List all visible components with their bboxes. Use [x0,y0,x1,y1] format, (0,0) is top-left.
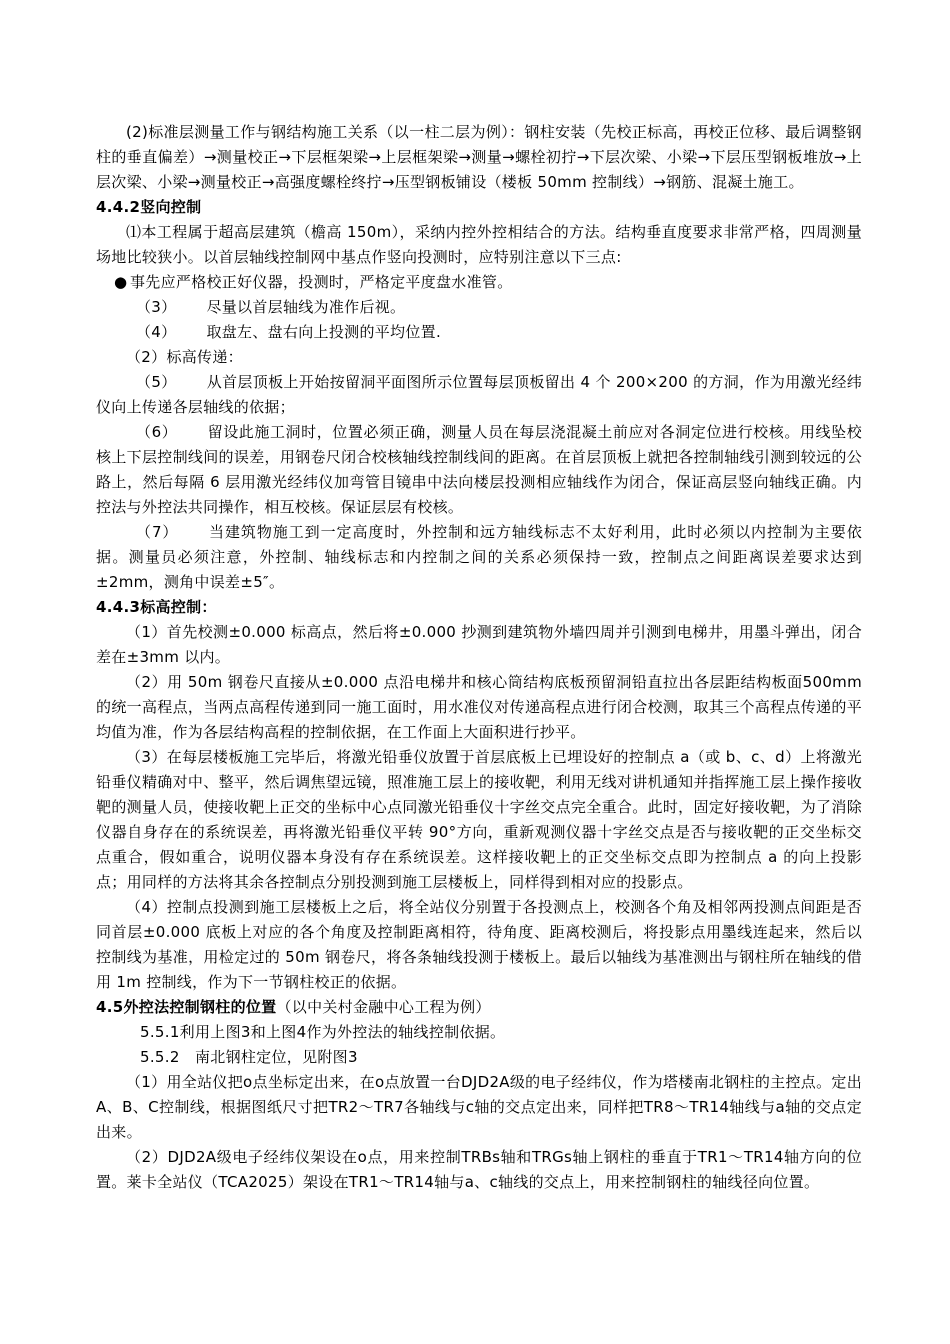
paragraph-elevation-transfer: （2）标高传递： [126,348,243,366]
item-text: 取盘左、盘右向上投测的平均位置. [206,323,442,341]
heading-4-5 [96,995,862,1020]
item-number: （6） [136,423,178,441]
bullet-icon: ● [114,273,128,291]
heading-4-5-subtitle: （以中关村金融中心工程为例） [276,998,491,1016]
paragraph-vertical-control: ⑴本工程属于超高层建筑（檐高 150m），采纳内控外控相结合的方法。结构垂直度要求非常严格，四周测量场地比较狭小。以首层轴线控制网中基点作竖向投测时，应特别注意以下三点: [96,223,862,266]
paragraph-elevation-4: （4）控制点投测到施工层楼板上之后，将全站仪分别置于各投测点上，校测各个角及相邻两投测点间距是否同首层±0.000 底板上对应的各个角度及控制距离相符，待角度、距离校测后，将投影点用墨线连起来，然后以控制线为基准，用检定过的 50m 钢卷尺，将各条轴线投测于楼板上。最后以轴线为基准测出与钢柱所在轴线的借用 1m 控制线，作为下一节钢柱校正的依据。 [96,898,862,991]
paragraph-elevation-3: （3）在每层楼板施工完毕后，将激光铅垂仪放置于首层底板上已埋设好的控制点 a（或 b、c、d）上将激光铅垂仪精确对中、整平，然后调焦望远镜，照准施工层上的接收靶，利用无线对讲机通知并指挥施工层上操作接收靶的测量人员，使接收靶上正交的坐标中心点同激光铅垂仪十字丝交点完全重合。此时，固定好接收靶，为了消除仪器自身存在的系统误差，再将激光铅垂仪平转 90°方向，重新观测仪器十字丝交点是否与接收靶的正交坐标交点重合，假如重合，说明仪器本身没有存在系统误差。这样接收靶上的正交坐标交点即为控制点 a 的向上投影点；用同样的方法将其余各控制点分别投测到施工层楼板上，同样得到相对应的投影点。 [96,748,862,891]
item-text: 当建筑物施工到一定高度时，外控制和远方轴线标志不太好利用，此时必须以内控制为主要依据。测量员必须注意，外控制、轴线标志和内控制之间的关系必须保持一致，控制点之间距离误差要求达到±2mm，测角中误差±5″。 [96,523,862,591]
numbered-item-3 [96,295,862,320]
numbered-item-7 [96,520,862,595]
paragraph-column-1: （1）用全站仪把o点坐标定出来，在o点放置一台DJD2A级的电子经纬仪，作为塔楼南北钢柱的主控点。定出A、B、C控制线，根据图纸尺寸把TR2～TR7各轴线与c轴的交点定出来，同样把TR8～TR14轴线与a轴的交点定出来。 [96,1073,862,1141]
paragraph-column-2: （2）DJD2A级电子经纬仪架设在o点，用来控制TRBs轴和TRGs轴上钢柱的垂直于TR1～TR14轴方向的位置。莱卡全站仪（TCA2025）架设在TR1～TR14轴与a、c轴线的交点上，用来控制钢柱的轴线径向位置。 [96,1148,862,1191]
item-number: （3） [136,298,177,316]
paragraph-elevation-2: （2）用 50m 钢卷尺直接从±0.000 点沿电梯井和核心筒结构底板预留洞铅直拉出各层距结构板面500mm 的统一高程点，当两点高程传递到同一施工面时，用水准仪对传递高程点进行闭合校测，取其三个高程点传递的平均值为准，作为各层结构高程的控制依据，在工作面上大面积进行抄平。 [96,673,862,741]
heading-4-4-3: 4.4.3标高控制： [96,598,217,616]
heading-4-4-2: 4.4.2竖向控制 [96,198,202,216]
document-body [96,120,862,1195]
bullet-item-1 [96,270,862,295]
heading-4-5-title: 4.5外控法控制钢柱的位置 [96,998,277,1016]
paragraph-5-5-1: 5.5.1利用上图3和上图4作为外控法的轴线控制依据。 [140,1023,506,1041]
paragraph-standard-floor: (2)标准层测量工作与钢结构施工关系（以一柱二层为例）：钢柱安装（先校正标高，再校正位移、最后调整钢柱的垂直偏差）→测量校正→下层框架梁→上层框架梁→测量→螺栓初拧→下层次梁、小梁→下层压型钢板堆放→上层次梁、小梁→测量校正→高强度螺栓终拧→压型钢板铺设（楼板 50mm 控制线）→钢筋、混凝土施工。 [96,123,862,191]
item-number: （7） [136,523,179,541]
item-number: （4） [136,323,177,341]
numbered-item-5 [96,370,862,420]
bullet-item-text: 事先应严格校正好仪器，投测时，严格定平度盘水准管。 [130,273,513,291]
item-text: 留设此施工洞时，位置必须正确，测量人员在每层浇混凝土前应对各洞定位进行校核。用线坠校核上下层控制线间的误差，用钢卷尺闭合校核轴线控制线间的距离。在首层顶板上就把各控制轴线引测到较远的公路上，然后每隔 6 层用激光经纬仪加弯管目镜串中法向楼层投测相应轴线作为闭合，保证高层竖向轴线正确。内控法与外控法共同操作，相互校核。保证层层有校核。 [96,423,862,516]
item-number: （5） [136,373,177,391]
item-text: 尽量以首层轴线为准作后视。 [206,298,406,316]
numbered-item-4 [96,320,862,345]
paragraph-5-5-2: 5.5.2 南北钢柱定位，见附图3 [140,1048,358,1066]
item-text: 从首层顶板上开始按留洞平面图所示位置每层顶板留出 4 个 200×200 的方洞，作为用激光经纬仪向上传递各层轴线的依据； [96,373,862,416]
paragraph-elevation-1: （1）首先校测±0.000 标高点，然后将±0.000 抄测到建筑物外墙四周并引测到电梯井，用墨斗弹出，闭合差在±3mm 以内。 [96,623,862,666]
numbered-item-6 [96,420,862,520]
